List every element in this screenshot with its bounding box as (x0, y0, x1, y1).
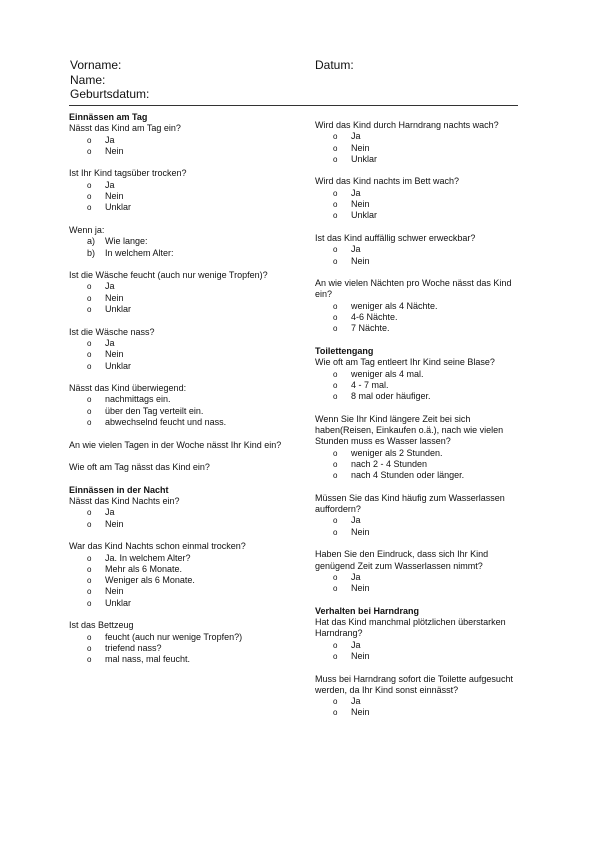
question: Wie oft am Tag entleert Ihr Kind seine Blase? (315, 357, 495, 368)
option-item[interactable]: o 8 mal oder häufiger. (333, 391, 530, 402)
question-block (315, 176, 530, 221)
option-item[interactable]: o abwechselnd feucht und nass. (87, 417, 294, 428)
option-item[interactable]: o Ja (333, 188, 530, 199)
option-item[interactable]: o 4-6 Nächte. (333, 312, 530, 323)
option-item[interactable]: o Nein (333, 256, 530, 267)
option-item[interactable]: o mal nass, mal feucht. (87, 654, 294, 665)
question-block (315, 357, 530, 402)
question: Ist das Kind auffällig schwer erweckbar? (315, 232, 476, 243)
option-item[interactable]: o Nein (87, 146, 294, 157)
option-item[interactable]: o Nein (87, 519, 294, 530)
left-column (69, 112, 294, 677)
header-left (70, 58, 149, 102)
option-item[interactable]: o Unklar (333, 210, 530, 221)
option-item[interactable]: o nach 2 - 4 Stunden (333, 459, 530, 470)
right-column (315, 120, 530, 730)
option-item[interactable]: o Nein (333, 583, 530, 594)
option-item[interactable]: o 7 Nächte. (333, 323, 530, 334)
option-item[interactable]: o Nein (333, 651, 530, 662)
question-block (69, 168, 294, 213)
question: Nässt das Kind am Tag ein? (69, 123, 181, 134)
question: Wenn Sie Ihr Kind längere Zeit bei sich haben(Reisen, Einkaufen o.ä.), nach wie vielen Stunden muss es Wasser lassen? (315, 413, 504, 447)
datum-label: Datum: (315, 58, 354, 72)
question-block (69, 620, 294, 665)
question-block (315, 233, 530, 267)
question: Nässt das Kind überwiegend: (69, 383, 187, 394)
option-item[interactable]: o Unklar (87, 304, 294, 315)
header-divider (69, 105, 518, 106)
option-item[interactable]: o Unklar (87, 361, 294, 372)
question-block (315, 674, 530, 719)
option-item[interactable]: o Ja (87, 135, 294, 146)
question: War das Kind Nachts schon einmal trocken? (69, 541, 246, 552)
question: Ist Ihr Kind tagsüber trocken? (69, 168, 187, 179)
section-title: Toilettengang (315, 345, 374, 356)
question: Nässt das Kind Nachts ein? (69, 496, 180, 507)
question: Müssen Sie das Kind häufig zum Wasserlassen auffordern? (315, 492, 505, 515)
option-item[interactable]: o triefend nass? (87, 643, 294, 654)
sub-item-letter: a) (87, 236, 96, 247)
option-item[interactable]: o weniger als 4 Nächte. (333, 301, 530, 312)
section-title: Einnässen am Tag (69, 112, 148, 122)
option-item[interactable]: o Ja (333, 696, 530, 707)
option-item[interactable]: o Ja (333, 515, 530, 526)
option-item[interactable]: o Ja (87, 507, 294, 518)
option-item[interactable]: o Ja (87, 281, 294, 292)
question-block (315, 549, 530, 594)
option-item[interactable]: o Ja (333, 640, 530, 651)
question: Muss bei Harndrang sofort die Toilette aufgesucht werden, da Ihr Kind sonst einnässt? (315, 673, 513, 695)
option-item[interactable]: o Nein (333, 707, 530, 718)
question: Ist die Wäsche feucht (auch nur wenige Tropfen)? (69, 270, 268, 281)
question-block (69, 541, 294, 609)
question-block (69, 496, 294, 530)
question-block (315, 278, 530, 334)
name-label: Name: (70, 72, 106, 87)
option-item[interactable]: o Ja (333, 131, 530, 142)
question: Wenn ja: (69, 224, 105, 235)
section-title: Verhalten bei Harndrang (315, 605, 420, 616)
option-item[interactable]: o Nein (87, 586, 294, 597)
option-item[interactable]: o weniger als 2 Stunden. (333, 448, 530, 459)
question: Hat das Kind manchmal plötzlichen überstarken Harndrang? (315, 617, 506, 639)
option-item[interactable]: o Ja. In welchem Alter? (87, 553, 294, 564)
sub-item (87, 248, 294, 259)
option-item[interactable]: o Weniger als 6 Monate. (87, 575, 294, 586)
question-block (315, 414, 530, 482)
option-item[interactable]: o Nein (333, 143, 530, 154)
question: Ist das Bettzeug (69, 620, 134, 631)
question-block (315, 493, 530, 538)
question-block (69, 462, 294, 473)
option-item[interactable]: o Unklar (333, 154, 530, 165)
option-item[interactable]: o feucht (auch nur wenige Tropfen?) (87, 632, 294, 643)
sub-item (87, 236, 294, 247)
sub-item-letter: b) (87, 247, 96, 258)
sub-item-text: In welchem Alter: (105, 247, 174, 258)
option-item[interactable]: o über den Tag verteilt ein. (87, 406, 294, 417)
option-item[interactable]: o Unklar (87, 202, 294, 213)
option-item[interactable]: o Ja (87, 338, 294, 349)
question: Wird das Kind durch Harndrang nachts wach? (315, 120, 499, 130)
option-item[interactable]: o Mehr als 6 Monate. (87, 564, 294, 575)
option-item[interactable]: o Nein (333, 527, 530, 538)
question-block (69, 270, 294, 315)
question: Wie oft am Tag nässt das Kind ein? (69, 462, 210, 473)
option-item[interactable]: o Nein (333, 199, 530, 210)
option-item[interactable]: o Ja (333, 572, 530, 583)
option-item[interactable]: o Nein (87, 293, 294, 304)
option-item[interactable]: o Ja (333, 244, 530, 255)
option-item[interactable]: o nachmittags ein. (87, 394, 294, 405)
question-block (69, 225, 294, 259)
question-block (315, 120, 530, 165)
question-block (69, 383, 294, 428)
option-item[interactable]: o Nein (87, 191, 294, 202)
sub-item-text: Wie lange: (105, 236, 148, 247)
question-block (69, 440, 294, 451)
question-block (69, 123, 294, 157)
option-item[interactable]: o Unklar (87, 598, 294, 609)
header-right (315, 58, 354, 73)
question-block (69, 327, 294, 372)
option-item[interactable]: o Nein (87, 349, 294, 360)
question: Wird das Kind nachts im Bett wach? (315, 176, 460, 187)
geburtsdatum-label: Geburtsdatum: (70, 87, 150, 101)
question: Haben Sie den Eindruck, dass sich Ihr Kind genügend Zeit zum Wasserlassen nimmt? (315, 549, 489, 571)
question: Ist die Wäsche nass? (69, 326, 155, 337)
section-title: Einnässen in der Nacht (69, 484, 169, 495)
option-item[interactable]: o nach 4 Stunden oder länger. (333, 470, 530, 481)
option-item[interactable]: o weniger als 4 mal. (333, 369, 530, 380)
question-block (315, 617, 530, 662)
option-item[interactable]: o Ja (87, 180, 294, 191)
vorname-label: Vorname: (70, 58, 122, 72)
question: An wie vielen Tagen in der Woche nässt Ihr Kind ein? (69, 439, 282, 450)
option-item[interactable]: o 4 - 7 mal. (333, 380, 530, 391)
question: An wie vielen Nächten pro Woche nässt das Kind ein? (315, 278, 512, 300)
